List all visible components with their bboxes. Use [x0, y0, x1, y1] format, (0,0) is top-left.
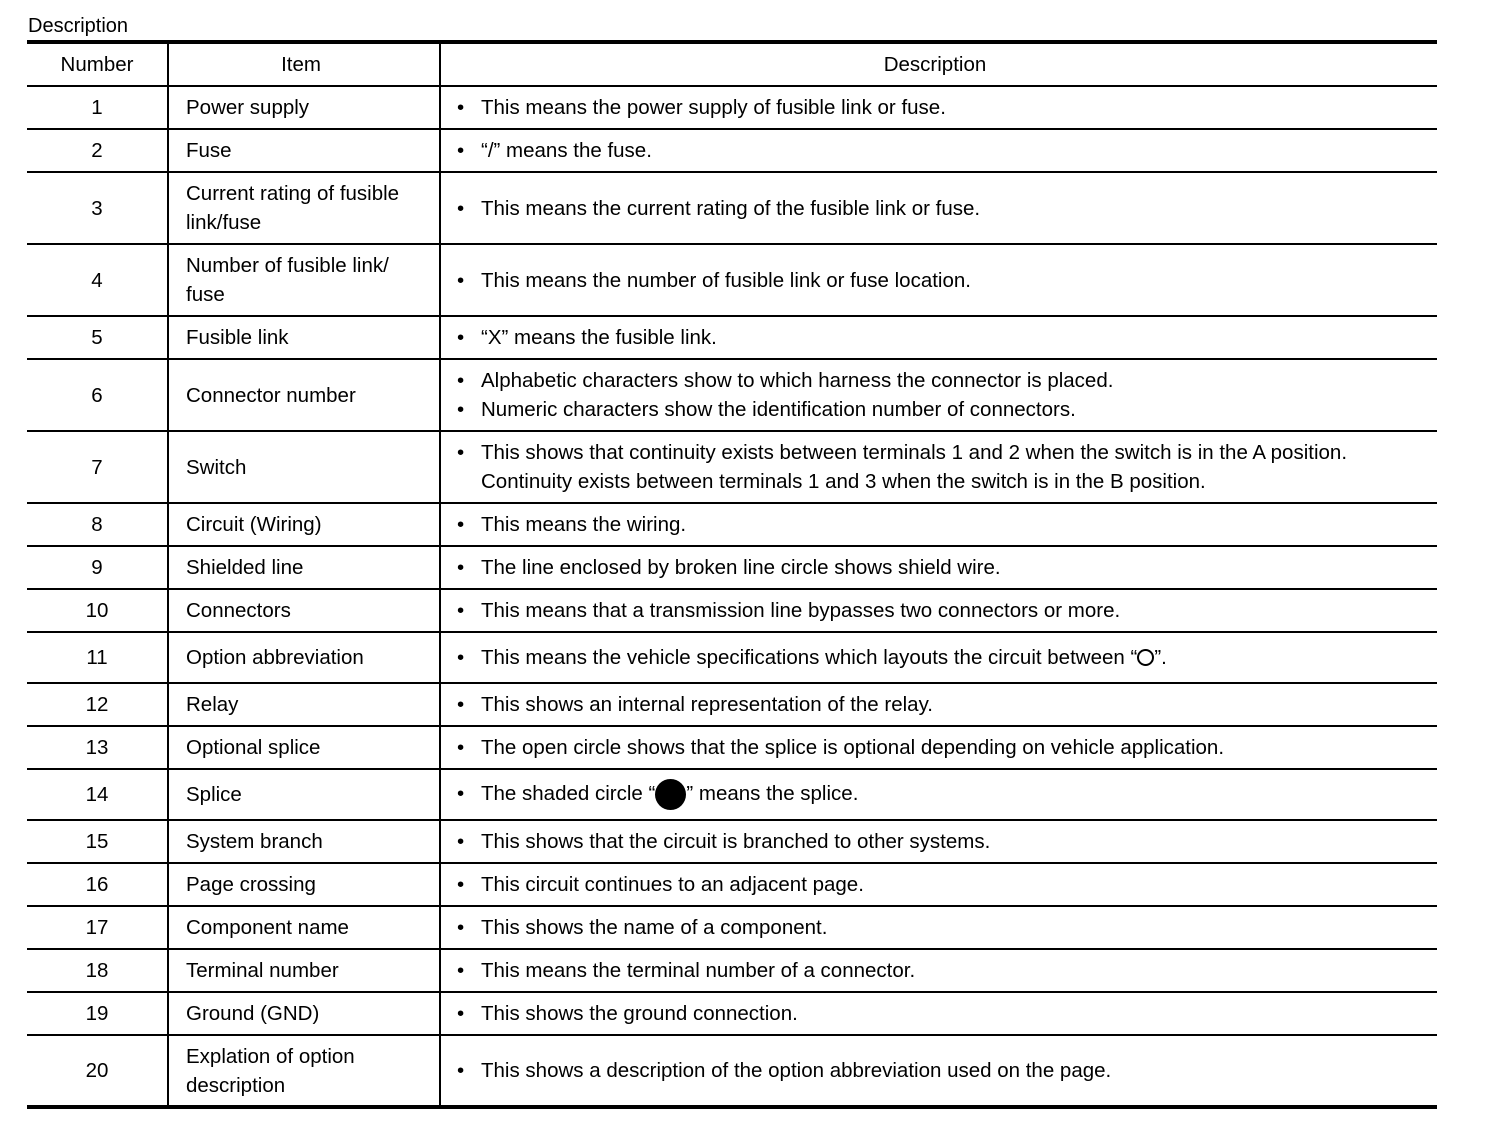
row-number: 3 [27, 172, 168, 244]
table-row [27, 129, 1437, 172]
table-row [27, 769, 1437, 820]
row-number: 15 [27, 820, 168, 863]
description-bullets [457, 827, 1429, 856]
row-description [440, 172, 1437, 244]
table-body [27, 86, 1437, 1107]
row-item: Fusible link [168, 316, 440, 359]
table-row [27, 431, 1437, 503]
row-description [440, 863, 1437, 906]
table-row [27, 863, 1437, 906]
table-row [27, 683, 1437, 726]
row-item: Ground (GND) [168, 992, 440, 1035]
row-number: 20 [85, 1059, 109, 1082]
row-number: 4 [27, 244, 168, 316]
row-description [440, 129, 1437, 172]
row-item: Connectors [168, 589, 440, 632]
description-bullets [457, 643, 1429, 672]
description-bullet: • Alphabetic characters show to which harness the connector is placed. [457, 366, 1429, 395]
row-number: 8 [27, 503, 168, 546]
row-item: Explation of option description [168, 1035, 440, 1107]
row-item: System branch [168, 820, 440, 863]
description-bullet: • This means that a transmission line bypasses two connectors or more. [457, 596, 1429, 625]
header-description: Description [440, 42, 1437, 86]
row-item: Optional splice [168, 726, 440, 769]
description-bullet: • The line enclosed by broken line circle shows shield wire. [457, 553, 1429, 582]
description-bullets [457, 690, 1429, 719]
row-number: 13 [27, 726, 168, 769]
header-item: Item [168, 42, 440, 86]
description-bullet [457, 643, 1429, 672]
description-bullets [457, 999, 1429, 1028]
row-description [440, 546, 1437, 589]
row-number: 2 [27, 129, 168, 172]
description-bullet: • This shows the name of a component. [457, 913, 1429, 942]
table-row [27, 316, 1437, 359]
row-number: 1 [27, 86, 168, 129]
description-bullet: • “/” means the fuse. [457, 136, 1429, 165]
row-item: Number of fusible link/ fuse [168, 244, 440, 316]
description-table [27, 40, 1437, 1109]
row-item: Fuse [168, 129, 440, 172]
table-header-row [27, 42, 1437, 86]
row-number: 12 [27, 683, 168, 726]
table-row [27, 820, 1437, 863]
description-bullets [457, 194, 1429, 223]
row-description [440, 906, 1437, 949]
row-item: Shielded line [168, 546, 440, 589]
row-description [440, 431, 1437, 503]
description-bullet: • “X” means the fusible link. [457, 323, 1429, 352]
table-row [27, 86, 1437, 129]
description-bullets [457, 438, 1429, 496]
table-row [27, 726, 1437, 769]
row-item: Current rating of fusible link/fuse [168, 172, 440, 244]
row-description [440, 949, 1437, 992]
description-bullet: • This shows the ground connection. [457, 999, 1429, 1028]
description-bullet [457, 779, 1429, 810]
table-row [27, 906, 1437, 949]
row-item: Relay [168, 683, 440, 726]
row-item: Page crossing [168, 863, 440, 906]
row-number: 16 [27, 863, 168, 906]
row-number: 6 [27, 359, 168, 431]
row-description [440, 820, 1437, 863]
row-description [440, 683, 1437, 726]
row-description [440, 632, 1437, 683]
description-bullet: • This means the terminal number of a connector. [457, 956, 1429, 985]
row-item: Connector number [168, 359, 440, 431]
description-bullets [457, 266, 1429, 295]
open-circle-icon [1137, 649, 1154, 666]
table-row [27, 359, 1437, 431]
description-bullet: • This circuit continues to an adjacent page. [457, 870, 1429, 899]
row-description [440, 316, 1437, 359]
row-description [440, 589, 1437, 632]
description-text: The shaded circle “ [481, 782, 656, 805]
row-item: Power supply [168, 86, 440, 129]
description-text: ”. [1154, 646, 1167, 669]
row-number: 19 [27, 992, 168, 1035]
filled-circle-icon [655, 779, 686, 810]
description-bullets [457, 956, 1429, 985]
description-bullets [457, 93, 1429, 122]
row-number: 10 [27, 589, 168, 632]
row-number: 18 [27, 949, 168, 992]
description-bullet: • This means the number of fusible link or fuse location. [457, 266, 1429, 295]
description-bullets [457, 323, 1429, 352]
table-row [27, 1035, 1437, 1107]
description-bullets [457, 366, 1429, 424]
row-description [440, 359, 1437, 431]
table-row [27, 172, 1437, 244]
row-item: Splice [168, 769, 440, 820]
row-description [440, 726, 1437, 769]
row-description [440, 1035, 1437, 1107]
description-bullets [457, 733, 1429, 762]
row-number: 11 [27, 632, 168, 683]
description-bullets [457, 510, 1429, 539]
row-number: 5 [27, 316, 168, 359]
description-bullet: • This shows that continuity exists between terminals 1 and 2 when the switch is in the A position. Continuity exists between terminals 1 and 3 when the switch is in the B position. [457, 438, 1429, 496]
row-item: Circuit (Wiring) [168, 503, 440, 546]
row-number: 7 [27, 431, 168, 503]
table-row [27, 589, 1437, 632]
row-item: Terminal number [168, 949, 440, 992]
table-row [27, 992, 1437, 1035]
row-item: Option abbreviation [168, 632, 440, 683]
row-description [440, 86, 1437, 129]
table-caption: Description [28, 15, 129, 37]
header-number: Number [27, 42, 168, 86]
row-item: Switch [168, 431, 440, 503]
description-bullets [457, 870, 1429, 899]
table-row [27, 632, 1437, 683]
row-description [440, 769, 1437, 820]
row-description [440, 244, 1437, 316]
description-bullet: • This means the wiring. [457, 510, 1429, 539]
description-text: ” means the splice. [686, 782, 859, 805]
description-text: This means the vehicle specifications which layouts the circuit between “ [481, 646, 1138, 669]
table-row [27, 949, 1437, 992]
description-bullets [457, 136, 1429, 165]
row-item: Component name [168, 906, 440, 949]
description-bullet: • This shows an internal representation of the relay. [457, 690, 1429, 719]
table-row [27, 244, 1437, 316]
row-number: 9 [27, 546, 168, 589]
description-bullets [457, 596, 1429, 625]
table-row [27, 503, 1437, 546]
row-number: 17 [27, 906, 168, 949]
row-number: 14 [27, 769, 168, 820]
description-bullets [457, 553, 1429, 582]
description-bullet: • This means the current rating of the fusible link or fuse. [457, 194, 1429, 223]
row-description [440, 992, 1437, 1035]
description-bullet: • Numeric characters show the identification number of connectors. [457, 395, 1429, 424]
row-description [440, 503, 1437, 546]
description-bullet: • This shows that the circuit is branched to other systems. [457, 827, 1429, 856]
description-bullet: • This shows a description of the option abbreviation used on the page. [457, 1056, 1429, 1085]
description-bullets [457, 913, 1429, 942]
table-row [27, 546, 1437, 589]
description-bullets [457, 1056, 1429, 1085]
description-bullet: • The open circle shows that the splice is optional depending on vehicle application. [457, 733, 1429, 762]
description-bullets [457, 779, 1429, 810]
description-bullet: • This means the power supply of fusible link or fuse. [457, 93, 1429, 122]
